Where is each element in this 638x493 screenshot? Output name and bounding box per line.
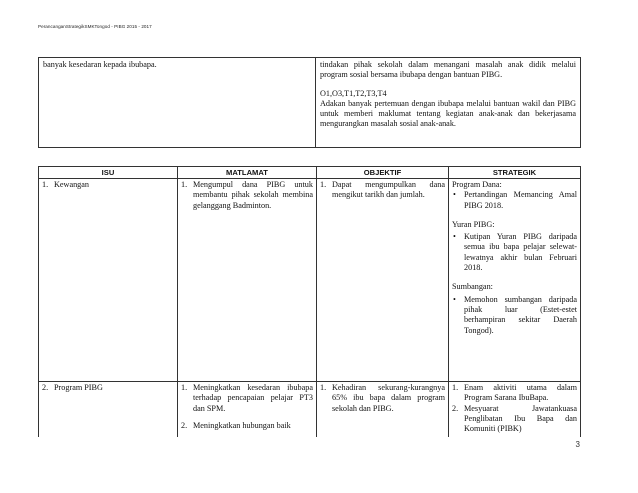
item-text: Mesyuarat Jawatankuasa Penglibatan Ibu Bapa dan Komuniti (PIBK) [464,403,577,434]
item-number: 2. [42,383,49,392]
table-cell [316,58,581,148]
item-text: Kewangan [54,180,90,189]
column-header-objektif: OBJEKTIF [317,167,449,179]
cell-paragraph: Adakan banyak pertemuan dengan ibubapa melalui bantuan wakil dan PIBG untuk memberi maklumat tentang kegiatan anak-anak dan bekerjasama mengurangkan masalah sosial anak-anak. [320,98,576,129]
column-header-isu: ISU [39,167,178,179]
item-number: 1. [42,180,49,189]
bullet-item [452,232,577,273]
cell-paragraph: tindakan pihak sekolah dalam menangani masalah anak didik melalui program sosial bersama ibubapa dengan bantuan PIBG. [320,60,576,80]
bullet-icon: • [453,190,456,200]
table-cell [449,382,581,437]
item-number: 2. [452,403,459,413]
continuation-table [38,57,581,148]
item-text: Memohon sumbangan daripada pihak luar (Estet-estet berhampiran sekitar Daerah Tongod). [464,294,577,335]
list-item [42,383,174,393]
table-row [39,382,581,437]
table-cell [39,179,178,382]
table-row [39,179,581,382]
item-text: Mengumpul dana PIBG untuk membantu pihak sekolah membina gelanggang Badminton. [193,180,313,210]
group-title: Yuran PIBG: [452,219,495,229]
item-number: 1. [452,383,459,392]
item-number: 1. [181,180,188,189]
list-item [452,404,577,435]
item-text: Kutipan Yuran PIBG daripada semua ibu bapa pelajar selewat-lewatnya akhir bulan Februari 2018. [464,232,577,273]
column-header-matlamat: MATLAMAT [178,167,317,179]
item-number: 1. [181,383,188,392]
table-cell [449,179,581,382]
table-cell [178,179,317,382]
group-title: Program Dana: [452,180,502,189]
item-text: Pertandingan Memancing Amal PIBG 2018. [464,190,577,210]
document-header: PerancanganStrategikSMKTongod - PIBG 2015 - 2017 [38,24,152,29]
item-number: 1. [320,180,327,189]
list-item [452,383,577,404]
bullet-item [452,190,577,211]
table-cell [317,179,449,382]
table-cell [178,382,317,437]
list-item [42,180,174,190]
list-item [320,383,445,414]
item-text: Meningkatkan hubungan baik [193,420,291,430]
group-title: Sumbangan: [452,282,493,292]
table-row [39,58,581,148]
column-header-strategik: STRATEGIK [449,167,581,179]
bullet-icon: • [453,294,456,304]
item-text: Meningkatkan kesedaran ibubapa terhadap pencapaian pelajar PT3 dan SPM. [193,383,313,413]
item-text: Program PIBG [54,383,103,392]
item-text: Kehadiran sekurang-kurangnya 65% ibu bapa dalam program sekolah dan PIBG. [332,383,445,413]
list-item [181,180,313,211]
item-number: 1. [320,383,327,392]
table-cell [39,58,316,148]
list-item [181,383,313,414]
cell-code: O1,O3,T1,T2,T3,T4 [320,88,387,98]
bullet-item [452,295,577,336]
item-text: Dapat mengumpulkan dana mengikut tarikh dan jumlah. [332,180,445,200]
bullet-icon: • [453,232,456,242]
list-item [181,421,313,431]
item-number: 2. [181,420,188,430]
table-cell [39,382,178,437]
strategy-table [38,166,581,437]
table-header-row [39,167,581,179]
cell-text: banyak kesedaran kepada ibubapa. [43,60,157,69]
page-number: 3 [575,440,580,449]
table-cell [317,382,449,437]
item-text: Enam aktiviti utama dalam Program Sarana IbuBapa. [464,383,577,403]
list-item [320,180,445,201]
